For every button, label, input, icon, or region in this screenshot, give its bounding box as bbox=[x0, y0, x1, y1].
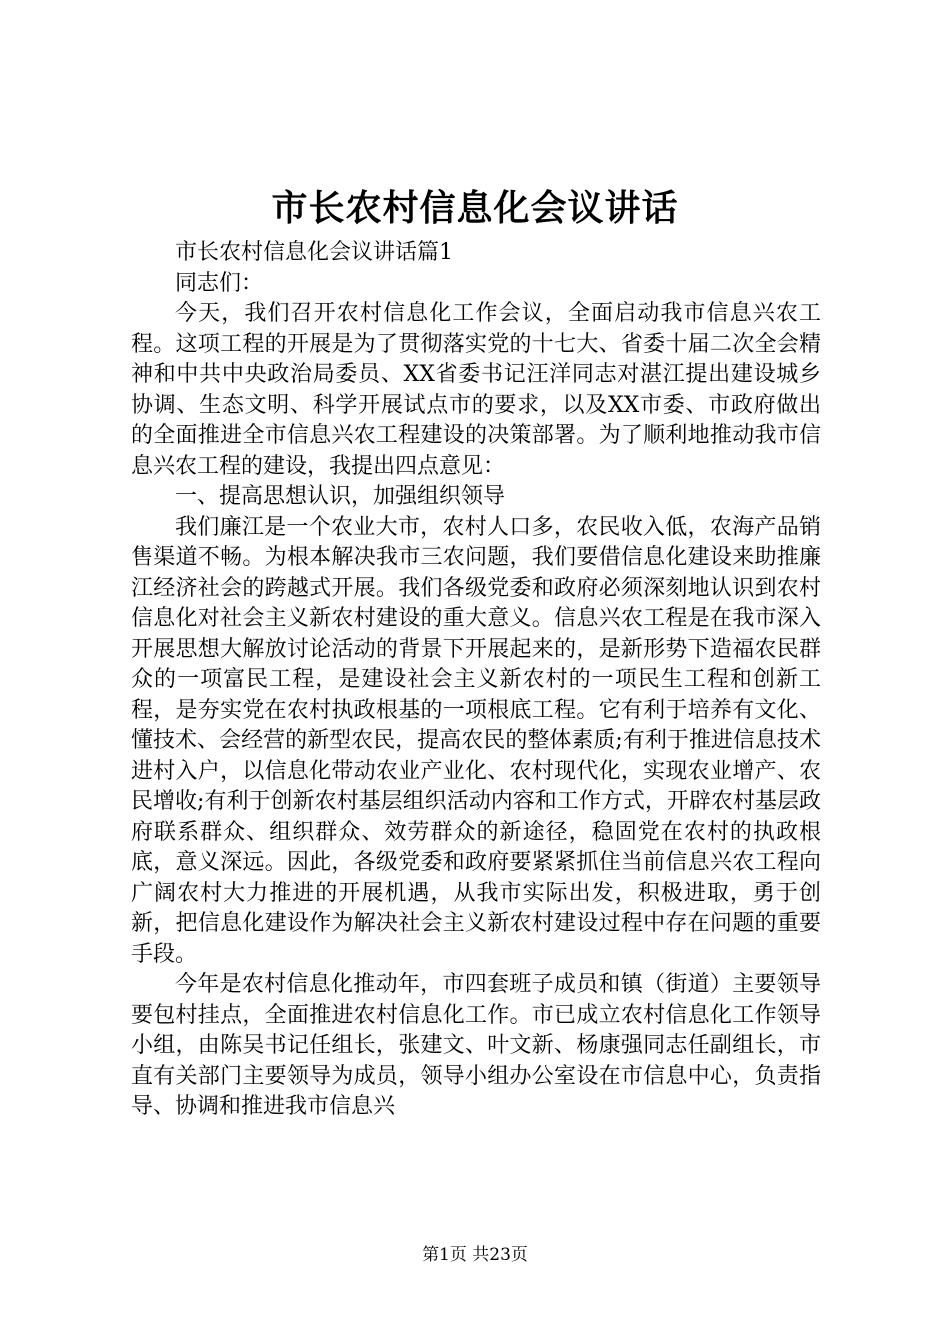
section-heading: 一、提高思想认识，加强组织领导 bbox=[175, 484, 506, 509]
document-subtitle: 市长农村信息化会议讲话篇1 bbox=[175, 240, 453, 265]
paragraph-organization: 今年是农村信息化推动年，市四套班子成员和镇（街道）主要领导要包村挂点，全面推进农村信息化工作。市已成立农村信息化工作领导小组，由陈吴书记任组长，张建文、叶文新、杨康强同志任副组长，市直有关部门主要领导为成员，领导小组办公室设在市信息中心，负责指导、协调和推进我市信息兴 bbox=[131, 972, 821, 1119]
greeting: 同志们： bbox=[175, 270, 264, 296]
page-footer: 第1页 共23页 bbox=[422, 1245, 528, 1265]
document-title: 市长农村信息化会议讲话 bbox=[271, 187, 679, 229]
paragraph-significance: 我们廉江是一个农业大市，农村人口多，农民收入低，农海产品销售渠道不畅。为根本解决我市三农问题，我们要借信息化建设来助推廉江经济社会的跨越式开展。我们各级党委和政府必须深刻地认识到农村信息化对社会主义新农村建设的重大意义。信息兴农工程是在我市深入开展思想大解放讨论活动的背景下开展起来的，是新形势下造福农民群众的一项富民工程，是建设社会主义新农村的一项民生工程和创新工程，是夯实党在农村执政根基的一项根底工程。它有利于培养有文化、懂技术、会经营的新型农民，提高农民的整体素质;有利于推进信息技术进村入户，以信息化带动农业产业化、农村现代化，实现农业增产、农民增收;有利于创新农村基层组织活动内容和工作方式，开辟农村基层政府联系群众、组织群众、效劳群众的新途径，稳固党在农村的执政根底，意义深远。因此，各级党委和政府要紧紧抓住当前信息兴农工程向广阔农村大力推进的开展机遇，从我市实际出发，积极进取，勇于创新，把信息化建设作为解决社会主义新农村建设过程中存在问题的重要手段。 bbox=[131, 514, 821, 967]
paragraph-intro: 今天，我们召开农村信息化工作会议，全面启动我市信息兴农工程。这项工程的开展是为了贯彻落实党的十七大、省委十届二次全会精神和中共中央政治局委员、XX省委书记汪洋同志对湛江提出建设城乡协调、生态文明、科学开展试点市的要求，以及XX市委、市政府做出的全面推进全市信息兴农工程建设的决策部署。为了顺利地推动我市信息兴农工程的建设，我提出四点意见： bbox=[131, 301, 821, 479]
document-body bbox=[131, 238, 821, 1123]
